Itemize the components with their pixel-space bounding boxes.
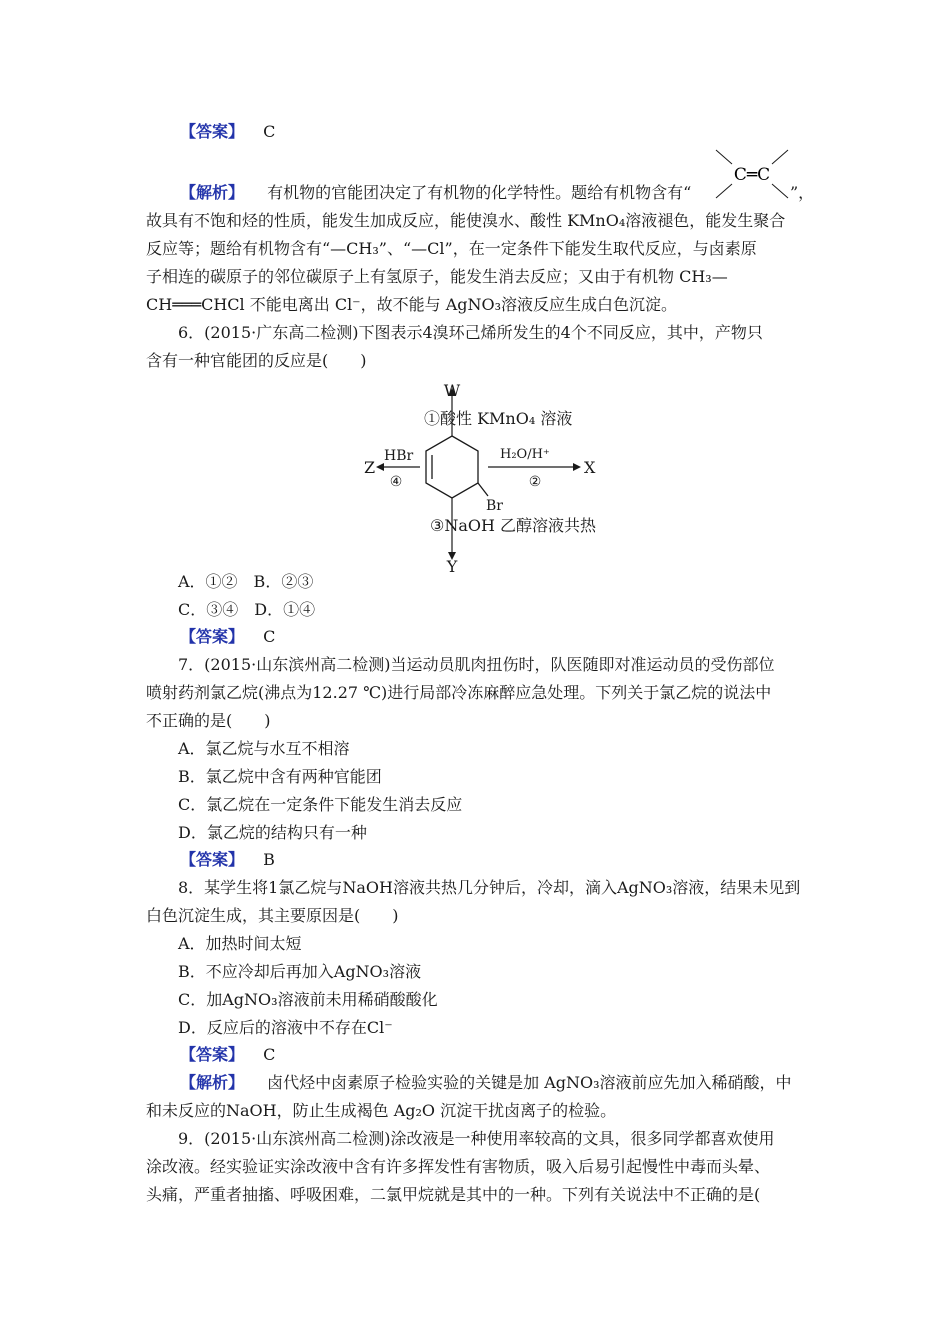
answer-tag: 【答案】 xyxy=(180,850,245,869)
answer-value: C xyxy=(263,627,276,646)
q9-stem-line-1: 9．(2015·山东滨州高二检测)涂改液是一种使用率较高的文具，很多同学都喜欢使用 xyxy=(178,1129,775,1148)
answer-value: C xyxy=(263,122,276,141)
analysis-text: 卤代烃中卤素原子检验实验的关键是加 AgNO₃溶液前应先加入稀硝酸，中 xyxy=(267,1073,792,1092)
q7-stem-line-2: 喷射药剂氯乙烷(沸点为12.27 ℃)进行局部冷冻麻醉应急处理。下列关于氯乙烷的说法中 xyxy=(146,683,772,702)
q5-analysis-line-1 xyxy=(180,181,691,205)
q8-analysis-line-2: 和未反应的NaOH，防止生成褐色 Ag₂O 沉淀干扰卤离子的检验。 xyxy=(146,1101,617,1120)
q7-option-b: B．氯乙烷中含有两种官能团 xyxy=(178,767,382,786)
q7-answer xyxy=(180,848,275,872)
analysis-text: 有机物的官能团决定了有机物的化学特性。题给有机物含有“ xyxy=(267,183,692,202)
q8-stem-line-2: 白色沉淀生成，其主要原因是( ) xyxy=(146,906,399,925)
q5-answer xyxy=(180,120,275,144)
substituent-br: Br xyxy=(486,498,503,514)
q9-stem-line-2: 涂改液。经实验证实涂改液中含有许多挥发性有害物质，吸入后易引起慢性中毒而头晕、 xyxy=(146,1157,771,1176)
q6-stem-line-1: 6．(2015·广东高二检测)下图表示4溴环己烯所发生的4个不同反应，其中，产物只 xyxy=(178,323,763,342)
q7-option-d: D．氯乙烷的结构只有一种 xyxy=(178,823,367,842)
reaction-4: ④ xyxy=(389,474,403,490)
cc-formula: C═C xyxy=(733,165,771,185)
reagent-hbr: HBr xyxy=(384,448,414,464)
answer-tag: 【答案】 xyxy=(180,122,245,141)
q5-analysis-line-5: CH═══CHCl 不能电离出 Cl⁻，故不能与 AgNO₃溶液反应生成白色沉淀。 xyxy=(146,295,678,314)
reagent-3: ③NaOH 乙醇溶液共热 xyxy=(430,516,597,535)
product-w: W xyxy=(443,381,461,400)
answer-tag: 【答案】 xyxy=(180,627,245,646)
q5-analysis-line-1b: ”， xyxy=(790,183,815,202)
cyclohexene-ring xyxy=(426,436,488,498)
answer-value: C xyxy=(263,1045,276,1064)
q8-option-d: D．反应后的溶液中不存在Cl⁻ xyxy=(178,1018,393,1037)
q8-option-c: C．加AgNO₃溶液前未用稀硝酸酸化 xyxy=(178,990,438,1009)
analysis-tag: 【解析】 xyxy=(180,1073,245,1092)
q5-analysis-line-2: 故具有不饱和烃的性质，能发生加成反应，能使溴水、酸性 KMnO₄溶液褪色，能发生聚合 xyxy=(146,211,786,230)
product-z: Z xyxy=(364,458,376,477)
q7-stem-line-1: 7．(2015·山东滨州高二检测)当运动员肌肉扭伤时，队医随即对准运动员的受伤部位 xyxy=(178,655,775,674)
cc-double-bond-structure xyxy=(712,146,792,202)
answer-tag: 【答案】 xyxy=(180,1045,245,1064)
reaction-diagram xyxy=(360,378,650,578)
q8-answer xyxy=(180,1043,275,1067)
product-x: X xyxy=(584,458,596,477)
q7-option-a: A．氯乙烷与水互不相溶 xyxy=(178,739,350,758)
q7-option-c: C．氯乙烷在一定条件下能发生消去反应 xyxy=(178,795,463,814)
q7-stem-line-3: 不正确的是( ) xyxy=(146,711,271,730)
q6-answer xyxy=(180,625,275,649)
analysis-tag: 【解析】 xyxy=(180,183,245,202)
product-y: Y xyxy=(446,557,458,576)
reagent-h2o: H₂O/H⁺ xyxy=(500,447,550,462)
q6-stem-line-2: 含有一种官能团的反应是( ) xyxy=(146,351,367,370)
q6-options-cd: C．③④ D．①④ xyxy=(178,600,316,619)
reagent-1: ①酸性 KMnO₄ 溶液 xyxy=(424,409,573,428)
q6-options-ab: A．①② B．②③ xyxy=(178,572,314,591)
q9-stem-line-3: 头痛，严重者抽搐、呼吸困难，二氯甲烷就是其中的一种。下列有关说法中不正确的是( xyxy=(146,1185,761,1204)
q8-option-a: A．加热时间太短 xyxy=(178,934,302,953)
q5-analysis-line-4: 子相连的碳原子的邻位碳原子上有氢原子，能发生消去反应；又由于有机物 CH₃— xyxy=(146,267,728,286)
reaction-2: ② xyxy=(528,474,542,490)
answer-value: B xyxy=(263,850,275,869)
q8-analysis-line-1 xyxy=(180,1071,792,1095)
q8-option-b: B．不应冷却后再加入AgNO₃溶液 xyxy=(178,962,422,981)
q5-analysis-line-3: 反应等；题给有机物含有“—CH₃”、“—Cl”，在一定条件下能发生取代反应，与卤素原 xyxy=(146,239,757,258)
q8-stem-line-1: 8．某学生将1氯乙烷与NaOH溶液共热几分钟后，冷却，滴入AgNO₃溶液，结果未见到 xyxy=(178,878,801,897)
